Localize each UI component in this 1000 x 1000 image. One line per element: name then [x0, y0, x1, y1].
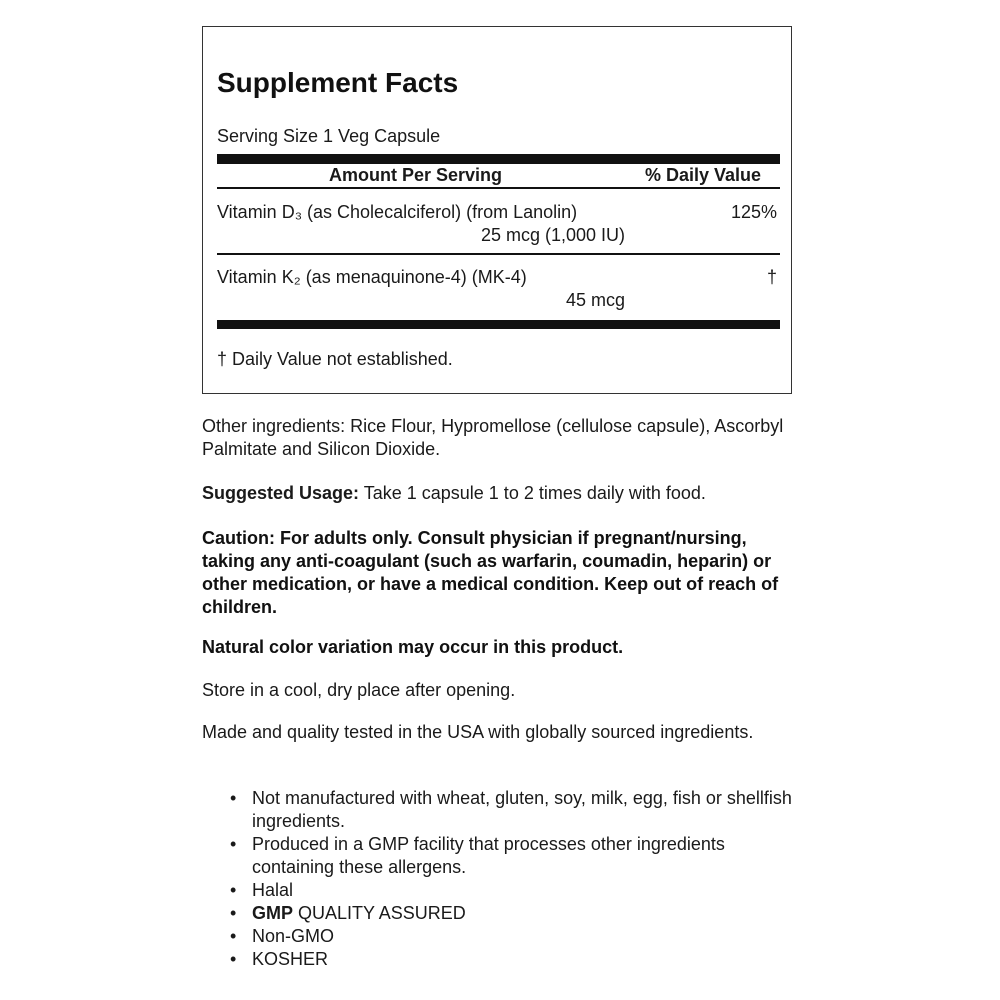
facts-title: Supplement Facts [217, 67, 459, 98]
made-in-usa: Made and quality tested in the USA with globally sourced ingredients. [202, 722, 754, 742]
thin-divider [217, 253, 780, 255]
nutrient-dv-vitamin-k2: † [766, 267, 777, 287]
list-item: • KOSHER [230, 948, 800, 971]
caution-warning: Caution: For adults only. Consult physician if pregnant/nursing, taking any anti-coagulant (such as warfarin, coumadin, heparin) or other medication, or have a medical condition. Keep out of reach of children. [202, 528, 779, 617]
thick-divider-bottom [217, 320, 780, 329]
supplement-facts-panel [202, 26, 792, 394]
list-item: • Halal [230, 879, 800, 902]
product-claims-list [230, 787, 800, 971]
nutrient-dv-vitamin-d3: 125% [730, 202, 777, 222]
facts-footnote: † Daily Value not established. [217, 349, 453, 369]
amount-per-serving-header: Amount Per Serving [329, 165, 503, 185]
list-item: • Produced in a GMP facility that processes other ingredients containing these allergens. [230, 833, 800, 879]
list-item: • GMP QUALITY ASSURED [230, 902, 800, 925]
storage-instructions: Store in a cool, dry place after opening. [202, 680, 516, 700]
list-item: • Not manufactured with wheat, gluten, soy, milk, egg, fish or shellfish ingredients. [230, 787, 800, 833]
natural-variation-note: Natural color variation may occur in this product. [202, 637, 624, 657]
nutrient-name-vitamin-k2: Vitamin K₂ (as menaquinone-4) (MK-4) [217, 267, 527, 287]
suggested-usage [202, 482, 802, 505]
nutrient-name-vitamin-d3: Vitamin D₃ (as Cholecalciferol) (from Lanolin) [217, 202, 578, 222]
suggested-usage-label: Suggested Usage: [202, 483, 360, 503]
nutrient-amount-vitamin-k2: 45 mcg [565, 290, 625, 310]
thin-divider [217, 187, 780, 189]
serving-size: Serving Size 1 Veg Capsule [217, 126, 441, 146]
other-ingredients: Other ingredients: Rice Flour, Hypromellose (cellulose capsule), Ascorbyl Palmitate and Silicon Dioxide. [202, 416, 784, 459]
nutrient-amount-vitamin-d3: 25 mcg (1,000 IU) [480, 225, 625, 245]
daily-value-header: % Daily Value [645, 165, 762, 185]
suggested-usage-text: Take 1 capsule 1 to 2 times daily with food. [359, 483, 706, 503]
list-item: • Non-GMO [230, 925, 800, 948]
thick-divider-top [217, 154, 780, 164]
